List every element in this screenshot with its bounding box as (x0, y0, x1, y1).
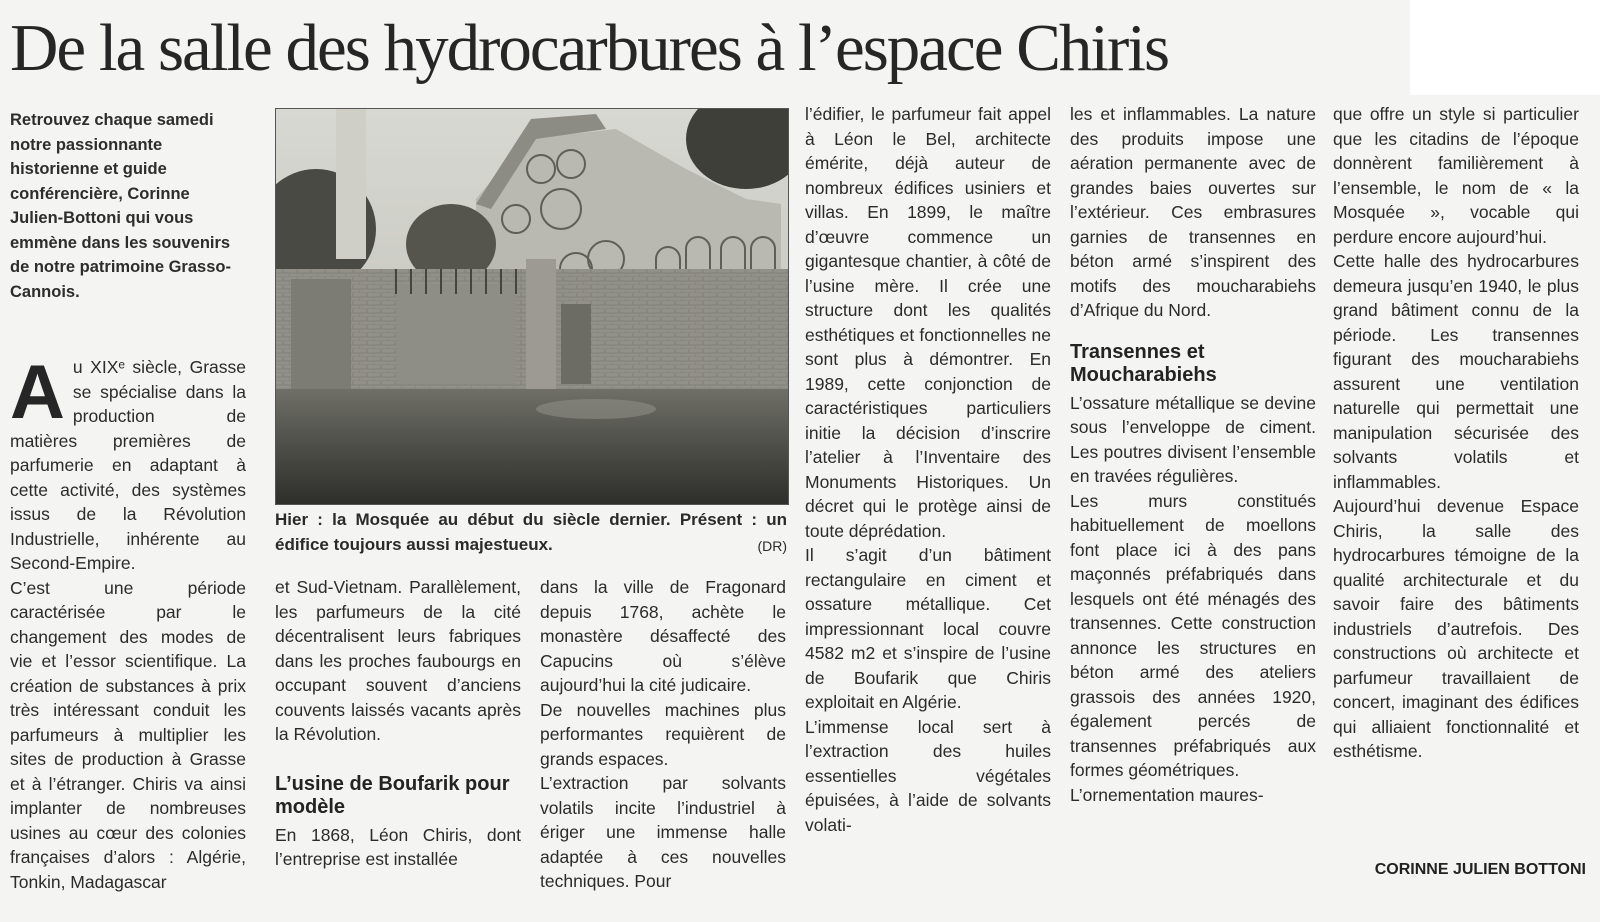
paragraph: En 1868, Léon Chiris, dont l’entreprise est installée (275, 824, 521, 869)
paragraph: L’immense local sert à l’extraction des huiles essentielles végétales épuisées, à l’aide de solvants volati- (805, 716, 1051, 835)
column-5 (1070, 102, 1316, 807)
paragraph: L’ornementation maures- (1070, 784, 1264, 805)
paragraph: L’ossature métallique se devine sous l’enveloppe de ciment. Les poutres divisent l’ensemble en travées régulières. (1070, 392, 1316, 486)
subheading-transennes: Transennes et Moucharabiehs (1070, 340, 1217, 386)
dropcap: A (10, 350, 65, 435)
paragraph: Cette halle des hydrocarbures demeura jusqu’en 1940, le plus grand bâtiment connu de la période. Les transennes figurant des moucharabiehs assurent une ventilation naturelle qui permettait une manipulation sécurisée des solvants volatils et inflammables. (1333, 251, 1579, 492)
paragraph: L’extraction par solvants volatils incite l’industriel à ériger une immense halle adaptée à ces nouvelles techniques. Pour (540, 773, 786, 891)
column-2 (275, 575, 521, 872)
paragraph: Les murs constitués habituellement de moellons font place ici à des pans maçonnés préfabriqués dans lesquels ont été ménagés des transennes. Cette construction annonce les structures en béton armé des ateliers grassois des années 1920, également percés de transennes préfabriqués aux formes géométriques. (1070, 490, 1316, 780)
mosque-building-image (276, 109, 788, 504)
paragraph: que offre un style si particulier que les citadins de l’époque donnèrent familièrement à l’ensemble, le nom de « la Mosquée », vocable qui perdure encore aujourd’hui. (1333, 104, 1579, 247)
caption-text: Hier : la Mosquée au début du siècle dernier. Présent : un édifice toujours aussi majestueux. (275, 510, 787, 554)
paragraph: C’est une période caractérisée par le changement des modes de vie et l’essor scientifique. La création de substances à prix très intéressant conduit les parfumeurs à multiplier les sites de production à Grasse et à l’étranger. Chiris va ainsi implanter de nombreuses usines au cœur des colonies françaises d’alors : Algérie, Tonkin, Madagascar (10, 577, 246, 892)
subheading-boufarik: L’usine de Boufarik pour modèle (275, 772, 510, 818)
column-4 (805, 102, 1051, 837)
historic-photo (275, 108, 789, 505)
column-6 (1333, 102, 1579, 764)
photo-caption (275, 507, 787, 559)
paragraph: Il s’agit d’un bâtiment rectangulaire en ciment et ossature métallique. Cet impressionnant local couvre 4582 m2 et s’inspire de l’usine de Boufarik que Chiris exploitait en Algérie. (805, 545, 1051, 712)
paragraph: Aujourd’hui devenue Espace Chiris, la salle des hydrocarbures témoigne de la qualité architecturale et du savoir faire des bâtiments industriels d’autrefois. Des constructions où architecte et parfumeur travaillaient de concert, imaginant des édifices qui alliaient fonctionnalité et esthétisme. (1333, 496, 1579, 761)
paragraph (10, 350, 246, 576)
column-1 (10, 350, 246, 894)
paragraph: les et inflammables. La nature des produits impose une aération permanente avec de grandes baies ouvertes sur l’extérieur. Ces embrasures garnies de transennes en béton armé s’inspirent des motifs des moucharabiehs d’Afrique du Nord. (1070, 104, 1316, 320)
paragraph: dans la ville de Fragonard depuis 1768, achète le monastère désaffecté des Capucins où s’élève aujourd’hui la cité judicaire. (540, 577, 786, 695)
paragraph: et Sud-Vietnam. Parallèlement, les parfumeurs de la cité décentralisent leurs fabriques dans les proches faubourgs en occupant souvent d’anciens couvents laissés vacants après la Révolution. (275, 577, 521, 744)
author-signature: CORINNE JULIEN BOTTONI (1374, 861, 1586, 878)
photo-credit: (DR) (757, 538, 787, 554)
paragraph-text: u XIXᵉ siècle, Grasse se spécialise dans la production de matières premières de parfumerie en adaptant à cette activité, des systèmes issus de la Révolution Industrielle, inhérente au Second-Empire. (10, 357, 246, 573)
column-3 (540, 575, 786, 894)
page-margin (1410, 0, 1600, 95)
paragraph: l’édifier, le parfumeur fait appel à Léon le Bel, architecte émérite, déjà auteur de nombreux édifices usiniers et villas. En 1899, le maître d’œuvre commence un gigantesque chantier, à côté de l’usine mère. Il crée une structure dont les qualités esthétiques et fonctionnelles ne sont plus à démontrer. En 1989, cette conjonction de caractéristiques particuliers initie la décision d’inscrire l’atelier à l’Inventaire des Monuments Historiques. Un décret qui le protège ainsi de toute déprédation. (805, 104, 1051, 541)
paragraph: De nouvelles machines plus performantes requièrent de grands espaces. (540, 699, 786, 769)
article-headline: De la salle des hydrocarbures à l’espace Chiris (10, 11, 1169, 85)
article-intro: Retrouvez chaque samedi notre passionnante historienne et guide conférencière, Corinne Julien-Bottoni qui vous emmène dans les souvenirs de notre patrimoine Grasso-Cannois. (10, 111, 231, 301)
